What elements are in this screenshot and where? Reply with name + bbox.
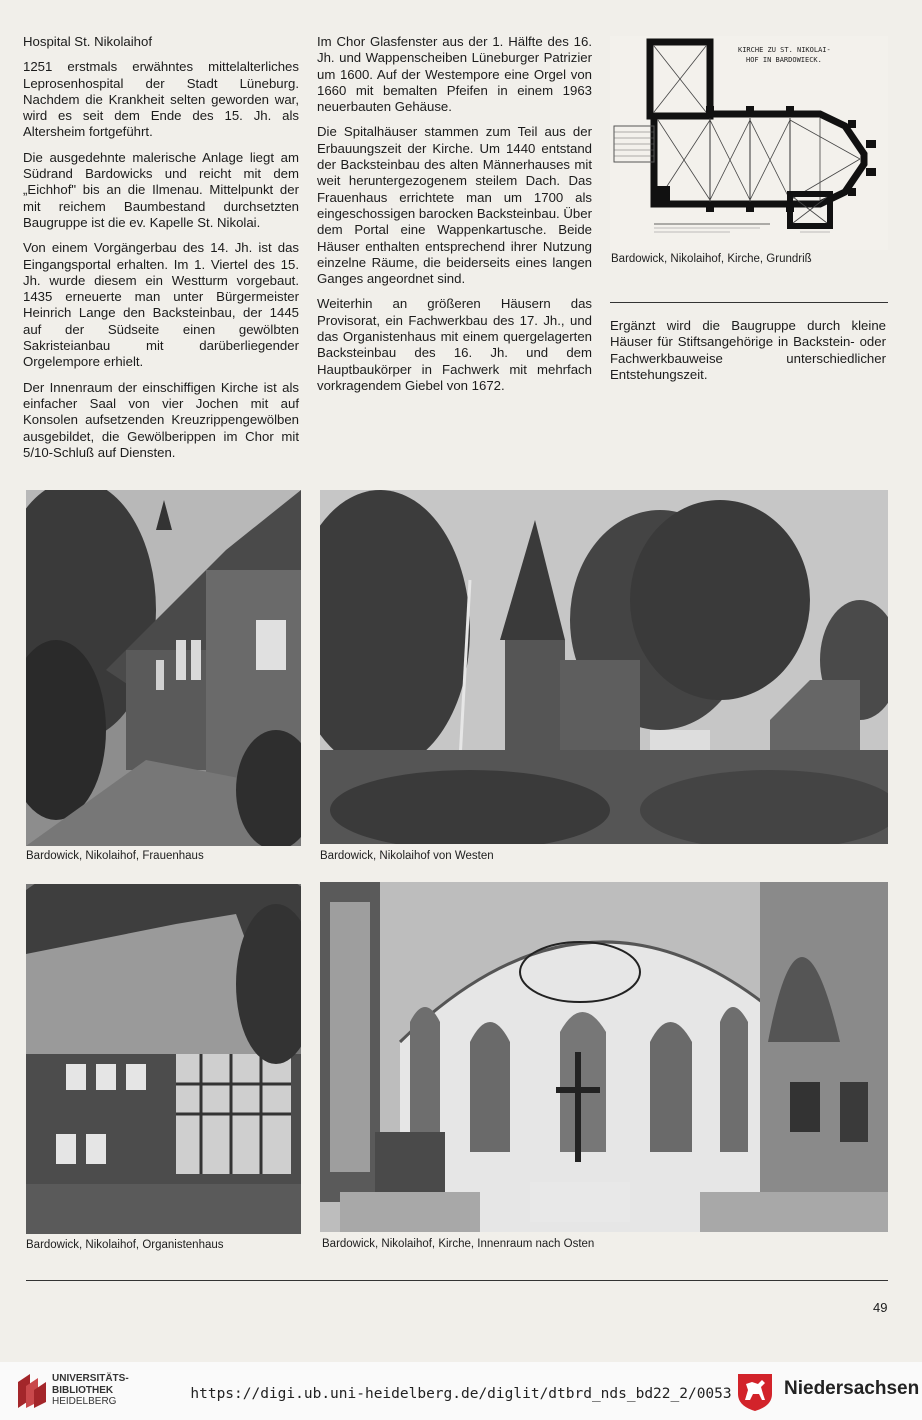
photo-organistenhaus [26,884,301,1234]
article-title: Hospital St. Nikolaihof [23,34,153,49]
paragraph: Von einem Vorgängerbau des 14. Jh. ist das Eingangsportal erhalten. Im 1. Viertel des 15. Jh. wurde diesem ein Westturm vorgebaut. 1435 erneuerte man unter Bürgermeister Heinrich Lange den Backsteinbau, der 1445 auf der Südseite einen gewölbten Sakristeianbau mit darüberliegender Orgelempore erhielt. [23,240,299,370]
caption-organistenhaus: Bardowick, Nikolaihof, Organistenhaus [26,1239,224,1251]
paragraph: Die ausgedehnte malerische Anlage liegt am Südrand Bardowicks und reicht mit dem „Eichhof" bis an die Ilmenau. Mittelpunkt der mit reichem Baumbestand durchsetzten Baugruppe ist die ev. Kapelle St. Nikolai. [23,149,299,230]
paragraph: Der Innenraum der einschiffigen Kirche ist als einfacher Saal von vier Jochen mit auf Konsolen aufsetzenden Kreuzrippengewölben ausgebildet, die Gewölberippen im Chor mit 5/10-Schluß auf Diensten. [23,379,299,460]
paragraph: Im Chor Glasfenster aus der 1. Hälfte des 16. Jh. und Wappenscheiben Lüneburger Patrizier um 1600. Auf der Westempore eine Orgel von 1660 mit bemalten Pfeifen in einem 1963 neuerbauten Gehäuse. [317,34,592,115]
photo-von-westen-image [320,490,888,844]
caption-westen: Bardowick, Nikolaihof von Westen [320,850,494,862]
paragraph: 1251 erstmals erwähntes mittelalterliches Leprosenhospital der Stadt Lüneburg. Nachdem die Krankheit selten geworden war, wird es seit dem Ende des 15. Jh. als Altersheim fortgeführt. [23,59,299,140]
niedersachsen-coat-of-arms-icon [736,1372,774,1412]
photo-frauenhaus [26,490,301,846]
plan-title-line-2: HOF IN BARDOWIECK. [746,56,822,64]
photo-von-westen [320,490,888,844]
viewer-footer [0,1362,922,1420]
photo-innenraum-image [320,882,888,1232]
state-name: Niedersachsen [784,1378,920,1399]
paragraph: Weiterhin an größeren Häusern das Provisorat, ein Fachwerkbau des 17. Jh., und das Organistenhaus mit einem quergelagerten Backsteinbau des 16. Jh. und dem Hauptbaukörper in Fachwerk mit mehrfach vorkragendem Giebel von 1672. [317,296,592,393]
library-line-1: UNIVERSITÄTS- [52,1373,129,1384]
column-divider-rule [610,302,888,303]
library-line-2: BIBLIOTHEK [52,1384,114,1396]
plan-title-line-1: KIRCHE ZU ST. NIKOLAI- [738,46,831,54]
caption-grundriss: Bardowick, Nikolaihof, Kirche, Grundriß [611,253,812,265]
page-number: 49 [873,1300,888,1315]
photo-frauenhaus-image [26,490,301,846]
text-column-3 [610,318,886,383]
photo-innenraum [320,882,888,1232]
text-column-2 [317,34,592,403]
caption-frauenhaus: Bardowick, Nikolaihof, Frauenhaus [26,850,204,862]
paragraph: Ergänzt wird die Baugruppe durch kleine Häuser für Stiftsangehörige in Backstein- oder Fachwerkbauweise unterschiedlicher Entstehungszeit. [610,318,886,382]
photo-organistenhaus-image [26,884,301,1234]
caption-innenraum: Bardowick, Nikolaihof, Kirche, Innenraum nach Osten [322,1238,595,1250]
bottom-rule [26,1280,888,1281]
text-column-1 [23,34,299,470]
library-line-3: HEIDELBERG [52,1396,117,1407]
church-floor-plan [610,36,888,250]
paragraph: Die Spitalhäuser stammen zum Teil aus der Erbauungszeit der Kirche. Um 1440 entstand der Backsteinbau des alten Männerhauses mit weit heruntergezogenem steilem Dach. Das Frauenhaus errichtete man um 1700 als eingeschossigen barocken Backsteinbau. Über dem Portal eine Wappenkartusche. Beide Häuser enthalten entsprechend ihrer Nutzung einzelne Räume, die beiderseits eines langen Ganges angeordnet sind. [317,124,592,287]
permalink-url[interactable]: https://digi.ub.uni-heidelberg.de/diglit/dtbrd_nds_bd22_2/0053 [190,1386,732,1402]
floor-plan-drawing [610,36,888,250]
